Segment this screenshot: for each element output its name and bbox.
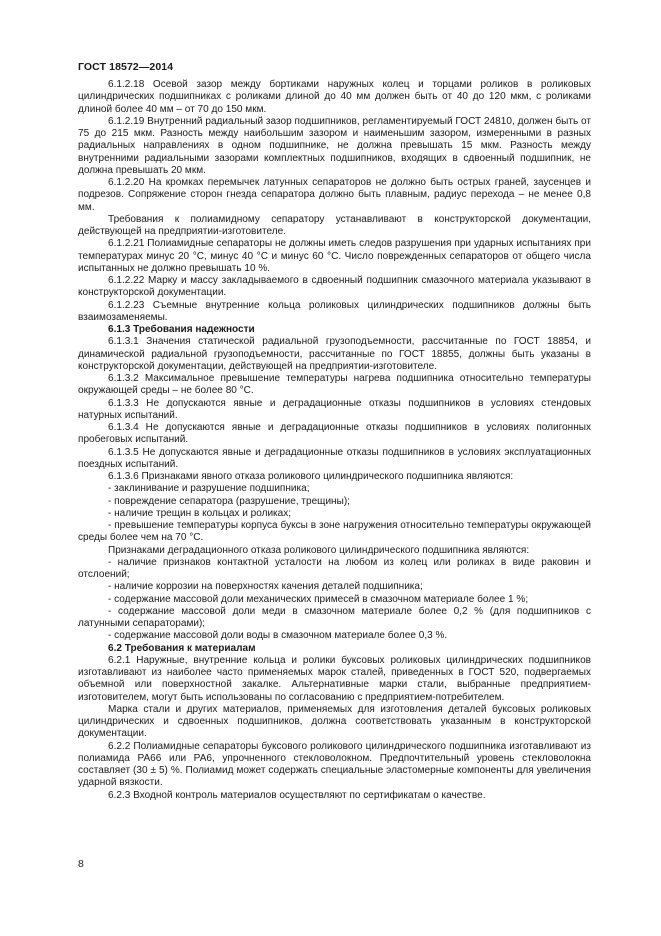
list-item: - превышение температуры корпуса буксы в зоне нагружения относительно температуры окружающей среды более чем на 70 °С. <box>78 520 591 544</box>
paragraph: 6.1.2.23 Съемные внутренние кольца роликовых цилиндрических подшипников должны быть взаимозаменяемы. <box>78 299 591 323</box>
paragraph: 6.1.3.3 Не допускаются явные и деградационные отказы подшипников в условиях стендовых натурных испытаний. <box>78 397 591 421</box>
paragraph: 6.1.2.19 Внутренний радиальный зазор подшипников, регламентируемый ГОСТ 24810, должен быть от 75 до 215 мкм. Разность между наибольшим зазором и наименьшим зазором, измеренными в разных радиальных направлениях в одном подшипнике, не должна превышать 15 мкм. Разность между внутренними радиальными зазорами комплектных подшипников, входящих в сдвоенный подшипник, не должна превышать 20 мкм. <box>78 115 591 176</box>
paragraph: 6.1.3.6 Признаками явного отказа роликового цилиндрического подшипника являются: <box>108 471 514 482</box>
document-body <box>78 79 591 802</box>
paragraph: Марка стали и других материалов, применяемых для изготовления деталей буксовых роликовых цилиндрических и сдвоенных подшипников, должна соответствовать указанным в конструкторской документации. <box>78 703 591 740</box>
paragraph: 6.1.2.20 На кромках перемычек латунных сепараторов не должно быть острых граней, заусенцев и подрезов. Сопряжение сторон гнезда сепаратора должно быть плавным, радиус перехода – не менее 0,8 мм. <box>78 177 591 213</box>
page-number: 8 <box>78 858 84 870</box>
list-item: - содержание массовой доли воды в смазочном материале более 0,3 %. <box>108 630 448 642</box>
paragraph: 6.1.3.2 Максимальное превышение температуры нагрева подшипника относительно температуры окружающей среды – не более 80 °С. <box>78 373 591 397</box>
list-item: - содержание массовой доли механических примесей в смазочном материале более 1 %; <box>108 593 529 605</box>
section-heading: 6.2 Требования к материалам <box>108 642 256 654</box>
list-item: - наличие признаков контактной усталости на любом из колец или роликах в виде раковин и отслоений; <box>78 556 591 580</box>
list-item: - наличие трещин в кольцах и роликах; <box>108 507 292 519</box>
paragraph: Признаками деградационного отказа роликового цилиндрического подшипника являются: <box>108 544 530 556</box>
list-item: - заклинивание и разрушение подшипника; <box>108 483 310 495</box>
paragraph: 6.2.3 Входной контроль материалов осуществляют по сертификатам о качестве. <box>108 789 486 801</box>
paragraph: 6.1.2.22 Марку и массу закладываемого в сдвоенный подшипник смазочного материала указывают в конструкторской документации. <box>78 275 591 299</box>
paragraph: 6.1.3.5 Не допускаются явные и деградационные отказы подшипников в условиях эксплуатационных поездных испытаний. <box>78 446 591 470</box>
paragraph: 6.2.2 Полиамидные сепараторы буксового роликового цилиндрического подшипника изготавливают из полиамида РА66 или РА6, упрочненного стекловолокном. Предпочтительный уровень стекловолокна составляет (30 ± 5) %. Полиамид может содержать специальные эластомерные компоненты для увеличения ударной вязкости. <box>78 740 591 789</box>
paragraph: 6.1.3.4 Не допускаются явные и деградационные отказы подшипников в условиях полигонных пробеговых испытаний. <box>78 422 591 446</box>
paragraph: 6.1.2.18 Осевой зазор между бортиками наружных колец и торцами роликов в роликовых цилиндрических подшипниках с роликами длиной до 40 мм должен быть от 40 до 120 мкм, с роликами длиной более 40 мм – от 70 до 150 мкм. <box>78 79 591 115</box>
paragraph: 6.1.2.21 Полиамидные сепараторы не должны иметь следов разрушения при ударных испытаниях при температурах минус 20 °С, минус 40 °С и минус 60 °С. Число поврежденных сепараторов от общего числа испытанных не должно превышать 10 %. <box>78 238 591 274</box>
list-item: - повреждение сепаратора (разрушение, трещины); <box>108 495 350 507</box>
list-item: - содержание массовой доли меди в смазочном материале более 0,2 % (для подшипников с латунными сепараторами); <box>78 605 591 629</box>
section-heading: 6.1.3 Требования надежности <box>108 324 255 335</box>
paragraph: Требования к полиамидному сепаратору устанавливают в конструкторской документации, действующей на предприятии-изготовителе. <box>78 213 591 237</box>
document-header: ГОСТ 18572—2014 <box>78 61 174 73</box>
paragraph: 6.1.3.1 Значения статической радиальной грузоподъемности, рассчитанные по ГОСТ 18854, и динамической радиальной грузоподъемности, рассчитанные по ГОСТ 18855, должны быть указаны в конструкторской документации, действующей на предприятии-изготовителе. <box>78 336 591 372</box>
list-item: - наличие коррозии на поверхностях качения деталей подшипника; <box>108 581 423 593</box>
paragraph: 6.2.1 Наружные, внутренние кольца и ролики буксовых роликовых цилиндрических подшипников изготавливают из наиболее часто применяемых марок сталей, приведенных в ГОСТ 520, подвергаемых объемной или поверхностной закалке. Альтернативные марки стали, выбранные предприятием-изготовителем, могут быть использованы по согласованию с предприятием-потребителем. <box>78 654 591 703</box>
